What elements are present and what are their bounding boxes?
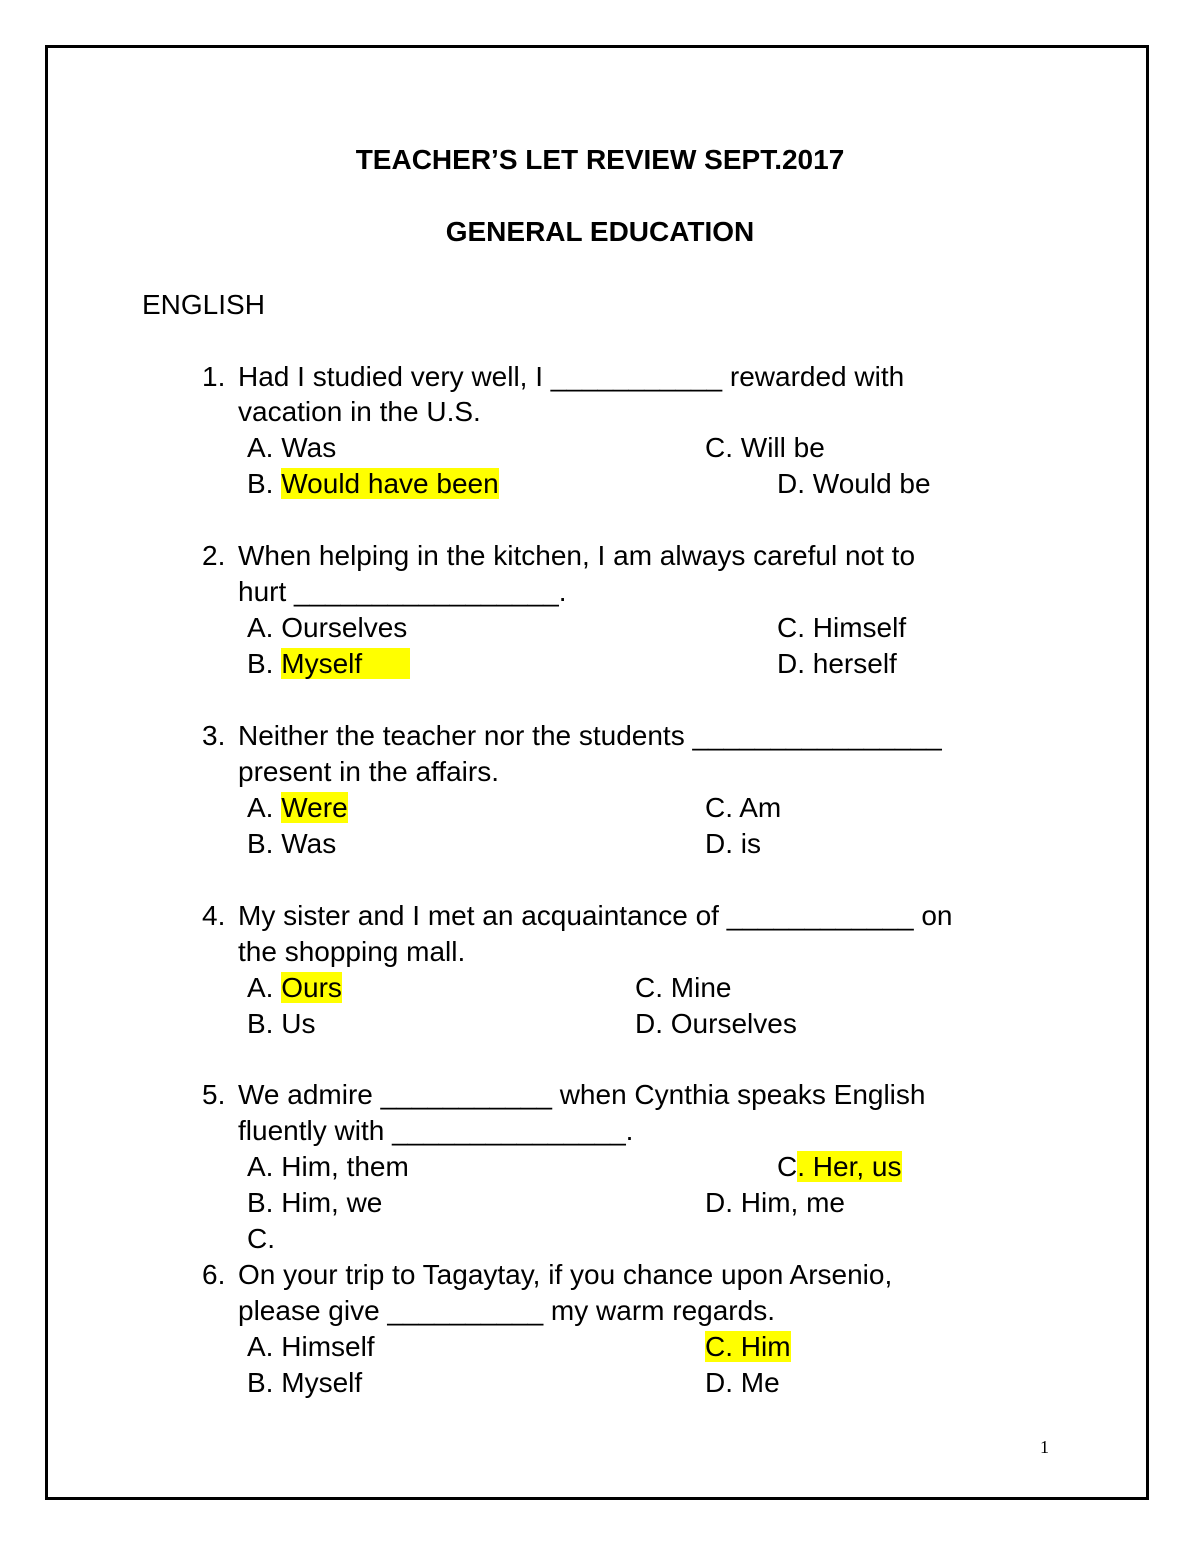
option-d: D. Me: [705, 1367, 780, 1398]
option-a: A. Ours: [247, 972, 342, 1003]
question-number: 6.: [202, 1259, 226, 1290]
answer-highlight: . Her, us: [797, 1151, 902, 1182]
page-title: TEACHER’S LET REVIEW SEPT.2017: [355, 144, 845, 175]
option-c: C. Her, us: [777, 1151, 902, 1182]
option-c: C. Am: [705, 792, 782, 823]
question-text-cont: present in the affairs.: [238, 756, 499, 787]
option-d: D. herself: [777, 648, 897, 679]
question-text: Had I studied very well, I ___________ rewarded with: [238, 361, 905, 392]
option-d: D. Would be: [777, 468, 931, 499]
option-c: C. Himself: [777, 612, 907, 643]
question-text-cont: the shopping mall.: [238, 936, 466, 967]
question-text: When helping in the kitchen, I am always careful not to: [238, 540, 916, 571]
answer-highlight: Myself: [281, 648, 410, 679]
option-b: B. Myself: [247, 1367, 363, 1398]
option-a: A. Him, them: [247, 1151, 409, 1182]
option-b: B. Would have been: [247, 468, 499, 499]
option-b: B. Him, we: [247, 1187, 383, 1218]
question-number: 4.: [202, 900, 226, 931]
stray-option-label: C.: [247, 1223, 275, 1254]
option-d: D. is: [705, 828, 762, 859]
question-number: 5.: [202, 1079, 226, 1110]
question-number: 3.: [202, 720, 226, 751]
question-text: On your trip to Tagaytay, if you chance upon Arsenio,: [238, 1259, 893, 1290]
option-c: C. Mine: [635, 972, 732, 1003]
answer-highlight: Would have been: [281, 468, 499, 499]
question-number: 2.: [202, 540, 226, 571]
answer-highlight: C. Him: [705, 1331, 791, 1362]
answer-highlight: Ours: [281, 972, 342, 1003]
page-number: 1: [1040, 1437, 1049, 1457]
option-c: C. Will be: [705, 432, 825, 463]
answer-highlight: Were: [281, 792, 348, 823]
option-d: D. Ourselves: [635, 1008, 797, 1039]
option-a: A. Was: [247, 432, 337, 463]
question-text: We admire ___________ when Cynthia speaks English: [238, 1079, 926, 1110]
question-number: 1.: [202, 361, 226, 392]
question-text-cont: fluently with _______________.: [238, 1115, 634, 1146]
option-b: B. Myself: [247, 647, 410, 681]
question-text-cont: vacation in the U.S.: [238, 396, 481, 427]
question-text: Neither the teacher nor the students ________________: [238, 720, 942, 751]
section-heading: ENGLISH: [142, 289, 265, 320]
option-a: A. Ourselves: [247, 612, 408, 643]
page-subtitle: GENERAL EDUCATION: [445, 216, 755, 247]
question-text-cont: hurt _________________.: [238, 576, 567, 607]
option-a: A. Were: [247, 792, 348, 823]
question-text: My sister and I met an acquaintance of ____________ on: [238, 900, 953, 931]
option-a: A. Himself: [247, 1331, 375, 1362]
question-text-cont: please give __________ my warm regards.: [238, 1295, 775, 1326]
option-c: [705, 1330, 791, 1364]
option-d: D. Him, me: [705, 1187, 846, 1218]
option-b: B. Was: [247, 828, 337, 859]
option-b: B. Us: [247, 1008, 316, 1039]
